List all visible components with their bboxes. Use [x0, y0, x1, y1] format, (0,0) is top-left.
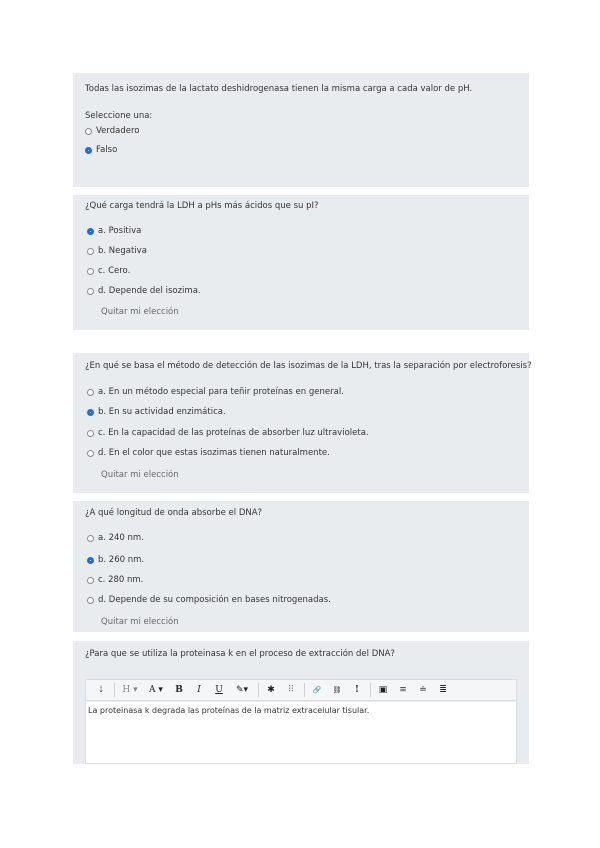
- option-label: a. Positiva: [98, 226, 142, 236]
- option-label: b. 260 nm.: [98, 555, 145, 565]
- question-card-5: [73, 641, 529, 764]
- option-label: c. En la capacidad de las proteínas de absorber luz ultravioleta.: [98, 428, 369, 438]
- link-button[interactable]: 🔗: [312, 686, 322, 694]
- option-label: c. Cero.: [98, 266, 131, 276]
- warning-button[interactable]: !: [355, 685, 359, 695]
- option-a[interactable]: [87, 533, 144, 543]
- toolbar-divider: [258, 683, 259, 697]
- answer-text[interactable]: La proteinasa k degrada las proteínas de la matriz extracelular tisular.: [88, 706, 370, 715]
- option-d[interactable]: [87, 286, 201, 296]
- option-label: a. 240 nm.: [98, 533, 144, 543]
- radio-checked-icon[interactable]: [85, 147, 92, 154]
- option-label: c. 280 nm.: [98, 575, 144, 585]
- option-label: a. En un método especial para teñir proteínas en general.: [98, 387, 344, 397]
- underline-button[interactable]: U: [215, 685, 223, 695]
- italic-button[interactable]: I: [197, 685, 201, 695]
- question-text: ¿A qué longitud de onda absorbe el DNA?: [85, 508, 263, 518]
- radio-icon[interactable]: [87, 450, 94, 457]
- option-label: d. Depende de su composición en bases nitrogenadas.: [98, 595, 331, 605]
- radio-icon[interactable]: [87, 288, 94, 295]
- collapse-toolbar-button[interactable]: ⇣: [97, 685, 105, 695]
- option-a[interactable]: [87, 387, 344, 397]
- align-right-button[interactable]: ≣: [439, 685, 447, 695]
- option-label: Falso: [96, 145, 118, 155]
- question-text: Todas las isozimas de la lactato deshidrogenasa tienen la misma carga a cada valor de pH.: [85, 84, 473, 94]
- option-c[interactable]: [87, 266, 130, 276]
- select-prompt: Seleccione una:: [85, 111, 153, 121]
- radio-icon[interactable]: [85, 128, 92, 135]
- answer-editor[interactable]: [85, 702, 517, 764]
- option-d[interactable]: [87, 595, 331, 605]
- radio-checked-icon[interactable]: [87, 557, 94, 564]
- radio-icon[interactable]: [87, 430, 94, 437]
- clear-choice-link[interactable]: Quitar mi elección: [101, 470, 179, 480]
- option-a[interactable]: [87, 226, 141, 236]
- radio-icon[interactable]: [87, 535, 94, 542]
- question-card-2: [73, 195, 529, 330]
- h5p-button[interactable]: ⠿: [287, 685, 295, 695]
- question-text: ¿Para que se utiliza la proteinasa k en el proceso de extracción del DNA?: [85, 649, 395, 659]
- option-b[interactable]: [87, 555, 144, 565]
- bold-button[interactable]: B: [175, 685, 183, 695]
- option-verdadero[interactable]: [85, 126, 139, 136]
- unlink-button[interactable]: ⛓: [332, 686, 342, 694]
- media-button[interactable]: ✱: [267, 685, 275, 695]
- question-card-3: [73, 353, 532, 493]
- question-text: ¿Qué carga tendrá la LDH a pHs más ácidos que su pI?: [85, 201, 319, 211]
- option-label: b. Negativa: [98, 246, 147, 256]
- radio-icon[interactable]: [87, 577, 94, 584]
- radio-icon[interactable]: [87, 597, 94, 604]
- toolbar-divider: [304, 683, 305, 697]
- option-b[interactable]: [87, 246, 147, 256]
- toolbar-divider: [114, 683, 115, 697]
- option-label: d. Depende del isozima.: [98, 286, 201, 296]
- heading-dropdown-button[interactable]: H ▾: [122, 685, 138, 695]
- clear-choice-link[interactable]: Quitar mi elección: [101, 617, 179, 627]
- pen-dropdown-button[interactable]: ✎▾: [235, 685, 249, 695]
- question-card-1: [73, 73, 529, 187]
- clear-choice-link[interactable]: Quitar mi elección: [101, 307, 179, 317]
- option-c[interactable]: [87, 575, 143, 585]
- radio-checked-icon[interactable]: [87, 228, 94, 235]
- option-b[interactable]: [87, 407, 226, 417]
- option-label: b. En su actividad enzimática.: [98, 407, 226, 417]
- option-label: Verdadero: [96, 126, 140, 136]
- option-label: d. En el color que estas isozimas tienen naturalmente.: [98, 448, 330, 458]
- font-color-dropdown-button[interactable]: A ▾: [149, 685, 163, 695]
- toolbar-divider: [370, 683, 371, 697]
- editor-toolbar: [85, 679, 517, 701]
- align-center-button[interactable]: ≐: [419, 685, 427, 695]
- radio-icon[interactable]: [87, 248, 94, 255]
- image-button[interactable]: ▣: [378, 685, 388, 695]
- radio-icon[interactable]: [87, 268, 94, 275]
- option-falso[interactable]: [85, 145, 117, 155]
- option-c[interactable]: [87, 428, 369, 438]
- radio-checked-icon[interactable]: [87, 409, 94, 416]
- question-card-4: [73, 501, 529, 632]
- align-left-button[interactable]: ≡: [399, 685, 407, 695]
- radio-icon[interactable]: [87, 389, 94, 396]
- option-d[interactable]: [87, 448, 330, 458]
- question-text: ¿En qué se basa el método de detección de las isozimas de la LDH, tras la separación por electroforesis?: [85, 361, 532, 371]
